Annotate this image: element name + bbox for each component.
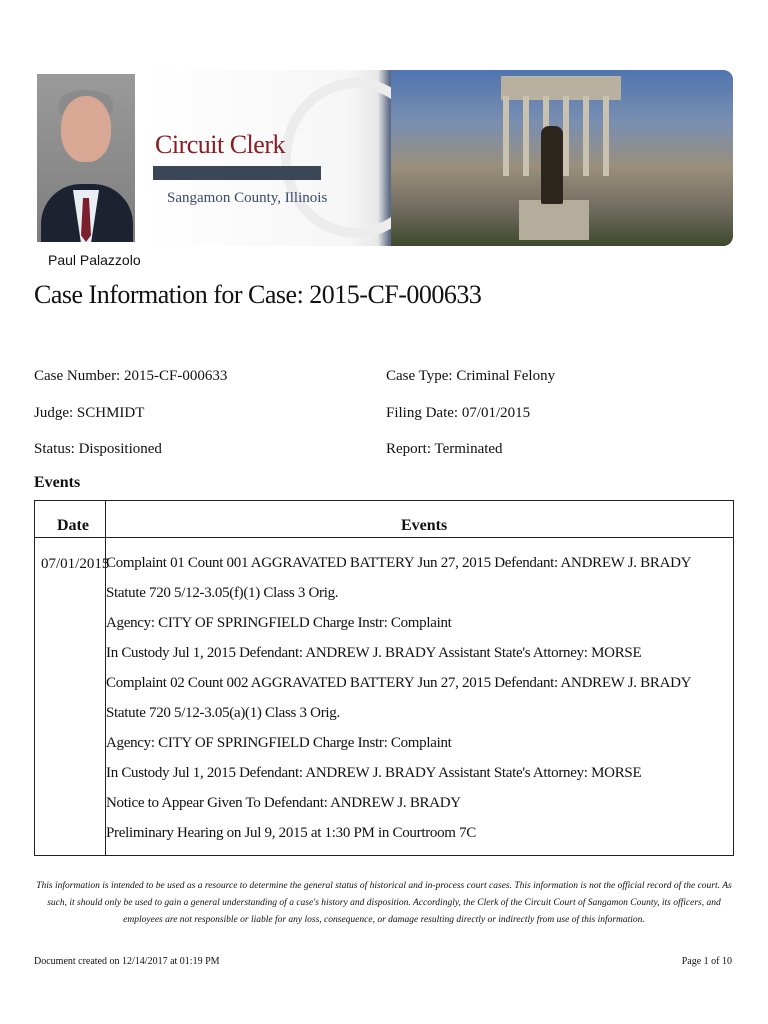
event-line: In Custody Jul 1, 2015 Defendant: ANDREW J. BRADY Assistant State's Attorney: MORSE <box>106 645 642 661</box>
event-line: Statute 720 5/12-3.05(f)(1) Class 3 Orig. <box>106 585 339 601</box>
event-line: Agency: CITY OF SPRINGFIELD Charge Instr: Complaint <box>106 615 452 631</box>
page-title: Case Information for Case: 2015-CF-000633 <box>34 280 482 309</box>
case-number: Case Number: 2015-CF-000633 <box>34 368 228 384</box>
page-number: Page 1 of 10 <box>681 956 732 967</box>
brand-subtitle: Sangamon County, Illinois <box>167 190 328 206</box>
filing-date: Filing Date: 07/01/2015 <box>386 405 531 421</box>
event-date: 07/01/2015 <box>41 556 110 572</box>
brand-divider-bar <box>153 166 321 180</box>
column-header-date: Date <box>57 517 89 534</box>
case-status: Status: Dispositioned <box>34 441 162 457</box>
event-line: In Custody Jul 1, 2015 Defendant: ANDREW J. BRADY Assistant State's Attorney: MORSE <box>106 765 642 781</box>
clerk-photo <box>37 74 135 242</box>
events-heading: Events <box>34 474 81 491</box>
event-line: Complaint 01 Count 001 AGGRAVATED BATTERY Jun 27, 2015 Defendant: ANDREW J. BRADY <box>106 555 692 571</box>
event-lines <box>106 553 726 853</box>
disclaimer: This information is intended to be used as a resource to determine the general status of historical and in-process court cases. This information is not the official record of the court. As such, it should only be used to gain a general understanding of a case's history and disposition. Accordingly, the Clerk of the Circuit Court of Sangamon County, its officers, and employees are not responsible or liable for any loss, consequence, or damage resulting directly or indirectly from use of this information. <box>36 881 732 925</box>
report: Report: Terminated <box>386 441 503 457</box>
judge: Judge: SCHMIDT <box>34 405 145 421</box>
column-header-events: Events <box>401 517 448 534</box>
circuit-clerk-banner <box>141 70 733 246</box>
document-created: Document created on 12/14/2017 at 01:19 PM <box>34 956 220 967</box>
courthouse-image <box>391 70 733 246</box>
event-line: Notice to Appear Given To Defendant: ANDREW J. BRADY <box>106 795 461 811</box>
event-line: Agency: CITY OF SPRINGFIELD Charge Instr: Complaint <box>106 735 452 751</box>
brand-title: Circuit Clerk <box>155 130 285 159</box>
events-table-header <box>35 501 733 538</box>
event-line: Statute 720 5/12-3.05(a)(1) Class 3 Orig. <box>106 705 340 721</box>
event-line: Preliminary Hearing on Jul 9, 2015 at 1:30 PM in Courtroom 7C <box>106 825 477 841</box>
page-header <box>37 70 733 246</box>
photo-caption: Paul Palazzolo <box>48 252 141 268</box>
event-line: Complaint 02 Count 002 AGGRAVATED BATTERY Jun 27, 2015 Defendant: ANDREW J. BRADY <box>106 675 692 691</box>
case-type: Case Type: Criminal Felony <box>386 368 556 384</box>
events-table <box>34 500 734 856</box>
